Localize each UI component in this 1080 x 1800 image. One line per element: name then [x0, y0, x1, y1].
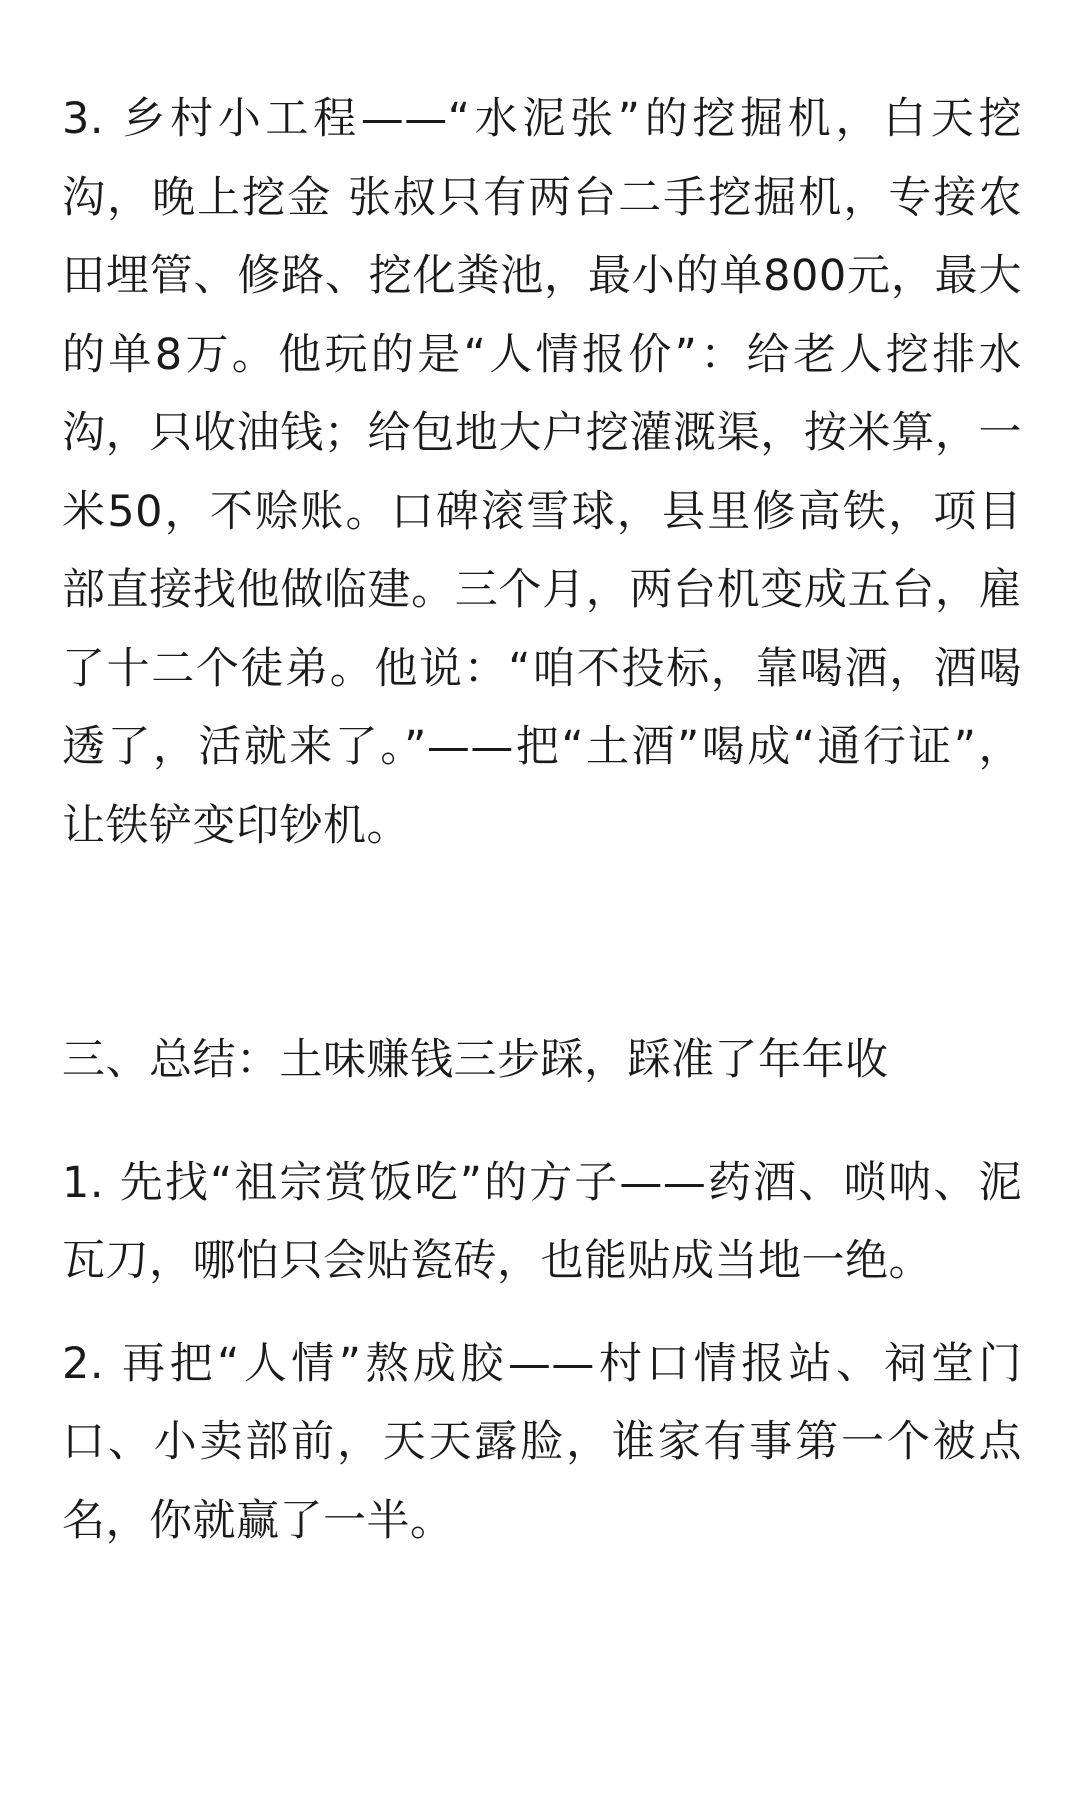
paragraph-item-3: 3. 乡村小工程——“水泥张”的挖掘机，白天挖沟，晚上挖金 张叔只有两台二手挖掘机，专接农田埋管、修路、挖化粪池，最小的单800元，最大的单8万。他玩的是“人情报价”：给老人挖排水沟，只收油钱；给包地大户挖灌溉渠，按米算，一米50，不赊账。口碑滚雪球，县里修高铁，项目部直接找他做临建。三个月，两台机变成五台，雇了十二个徒弟。他说：“咱不投标，靠喝酒，酒喝透了，活就来了。”——把“土酒”喝成“通行证”，让铁铲变印钞机。 — [62, 94, 1022, 851]
article-body — [62, 80, 1022, 1560]
summary-item-2: 2. 再把“人情”熬成胶——村口情报站、祠堂门口、小卖部前，天天露脸，谁家有事第一个被点名，你就赢了一半。 — [62, 1338, 1022, 1546]
summary-item-1: 1. 先找“祖宗赏饭吃”的方子——药酒、唢呐、泥瓦刀，哪怕只会贴瓷砖，也能贴成当地一绝。 — [62, 1157, 1022, 1286]
summary-heading: 三、总结：土味赚钱三步踩，踩准了年年收 — [62, 1035, 889, 1085]
